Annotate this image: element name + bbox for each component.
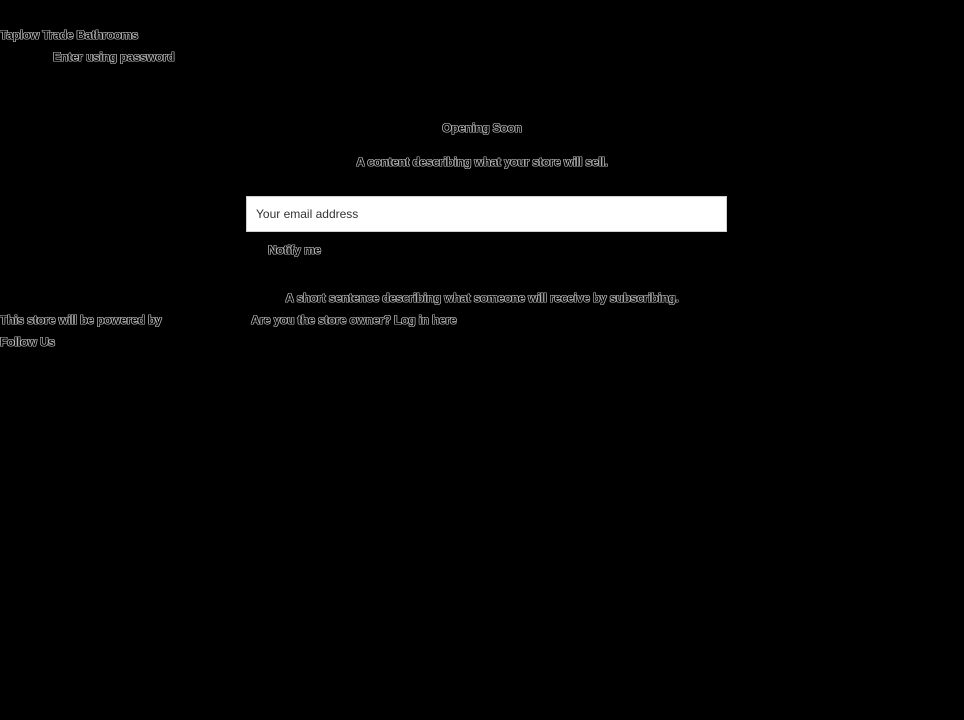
store-tagline: A content describing what your store will sell. xyxy=(356,155,608,169)
notify-me-label: Notify me xyxy=(268,243,321,257)
follow-us-heading: Follow Us xyxy=(0,335,55,349)
subscribe-note: A short sentence describing what someone will receive by subscribing. xyxy=(285,291,679,305)
notify-me-button[interactable] xyxy=(268,242,321,257)
email-field[interactable] xyxy=(246,196,727,232)
enter-using-password-link[interactable]: Enter using password xyxy=(53,50,175,64)
store-name: Taplow Trade Bathrooms xyxy=(0,28,139,42)
powered-by-text: This store will be powered by xyxy=(0,313,162,327)
page-title: Opening Soon xyxy=(442,121,522,135)
owner-login-link[interactable]: Are you the store owner? Log in here xyxy=(251,313,457,327)
